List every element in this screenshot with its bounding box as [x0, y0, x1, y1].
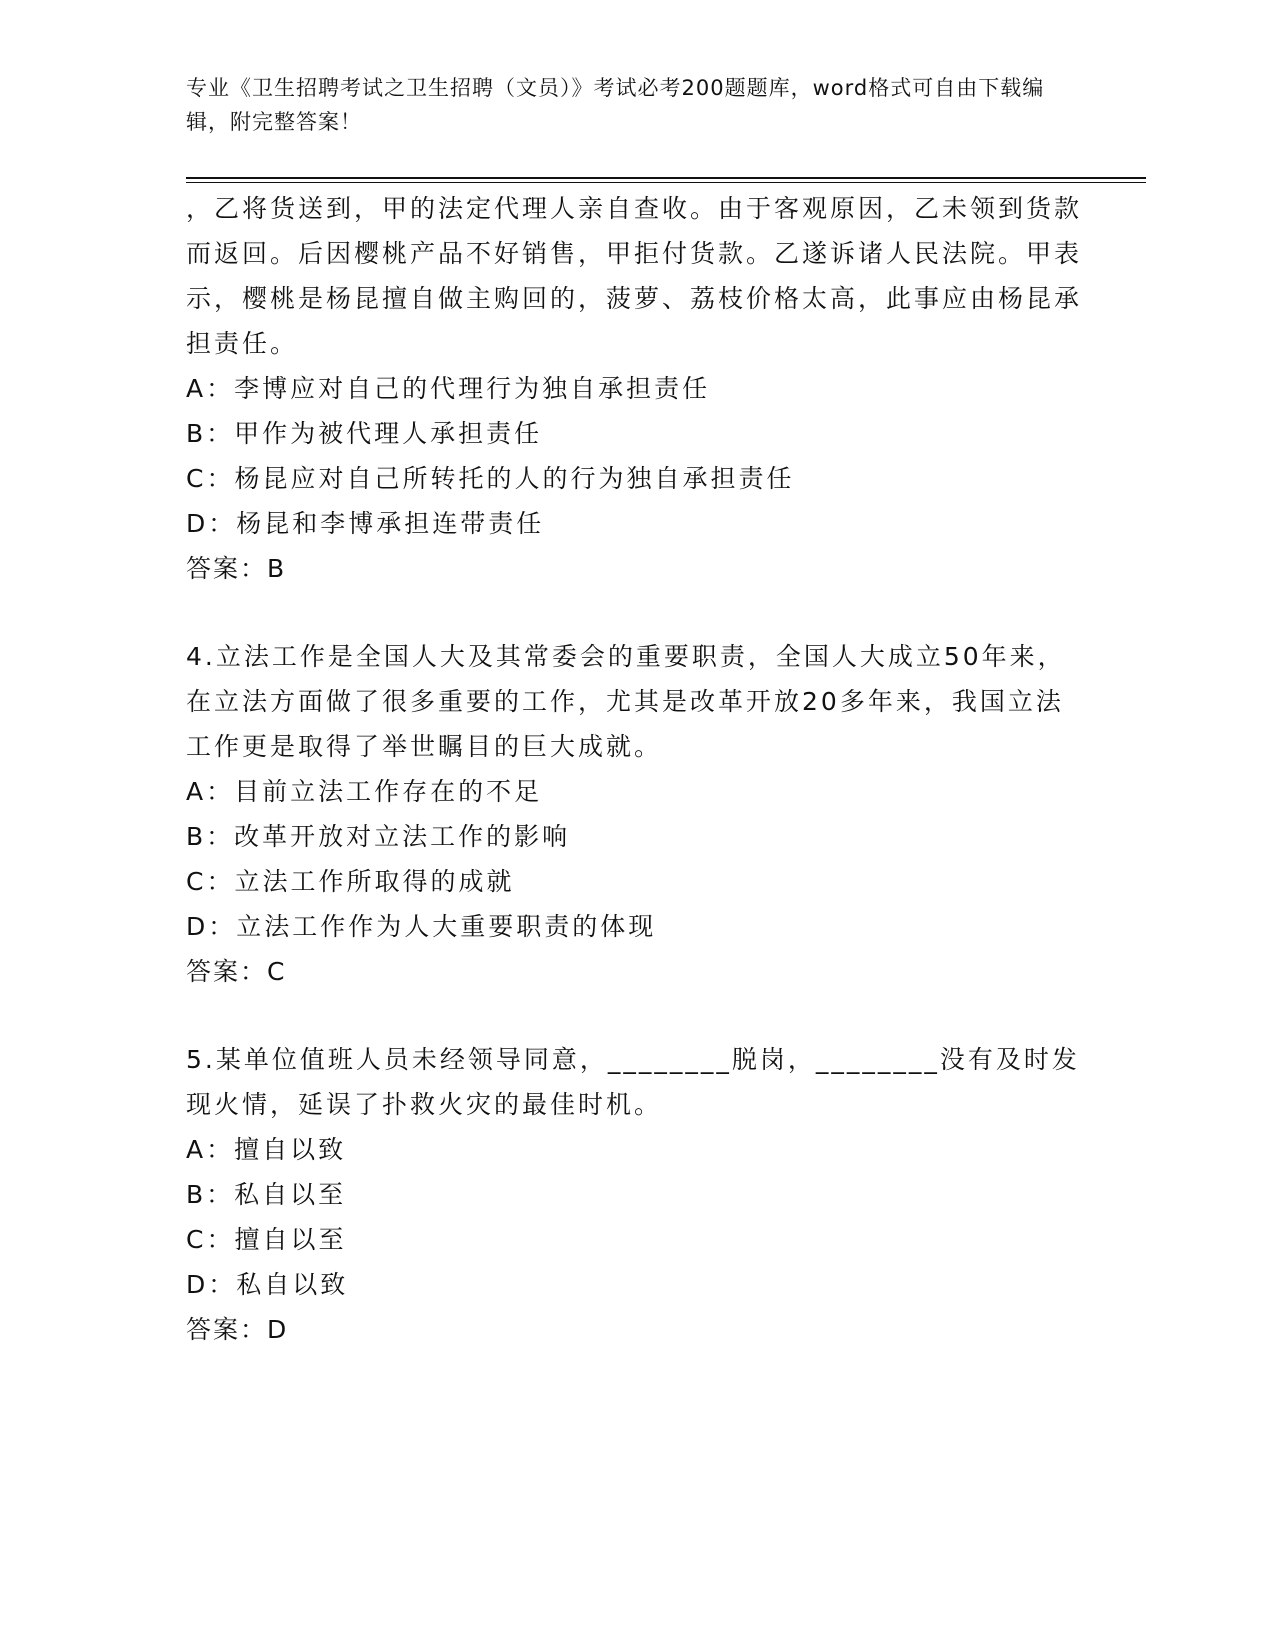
option-c: C：擅自以至	[186, 1225, 347, 1254]
option-a: A：擅自以致	[186, 1135, 347, 1164]
question-list	[186, 186, 1086, 1353]
option-d: D：私自以致	[186, 1270, 349, 1299]
question-3-continued	[186, 186, 1086, 592]
option-d: D：杨昆和李博承担连带责任	[186, 509, 545, 538]
option-c: C：立法工作所取得的成就	[186, 867, 515, 896]
question-stem: ，乙将货送到，甲的法定代理人亲自查收。由于客观原因，乙未领到货款而返回。后因樱桃产品不好销售，甲拒付货款。乙遂诉诸人民法院。甲表示，樱桃是杨昆擅自做主购回的，菠萝、荔枝价格太高，此事应由杨昆承担责任。	[186, 194, 1083, 358]
header-rule-thin	[186, 182, 1146, 183]
option-b: B：改革开放对立法工作的影响	[186, 822, 571, 851]
question-4	[186, 634, 1086, 995]
answer: 答案：C	[186, 957, 287, 986]
question-stem: 4.立法工作是全国人大及其常委会的重要职责，全国人大成立50年来，在立法方面做了很多重要的工作，尤其是改革开放20多年来，我国立法工作更是取得了举世瞩目的巨大成就。	[186, 642, 1066, 761]
option-b: B：私自以至	[186, 1180, 347, 1209]
header-rule	[186, 177, 1146, 179]
question-5	[186, 1037, 1086, 1353]
answer: 答案：D	[186, 1315, 289, 1344]
option-d: D：立法工作作为人大重要职责的体现	[186, 912, 657, 941]
option-b: B：甲作为被代理人承担责任	[186, 419, 543, 448]
option-a: A：李博应对自己的代理行为独自承担责任	[186, 374, 711, 403]
option-c: C：杨昆应对自己所转托的人的行为独自承担责任	[186, 464, 795, 493]
option-a: A：目前立法工作存在的不足	[186, 777, 543, 806]
question-stem: 5.某单位值班人员未经领导同意，________脱岗，________没有及时发现火情，延误了扑救火灾的最佳时机。	[186, 1045, 1080, 1119]
document-header: 专业《卫生招聘考试之卫生招聘（文员）》考试必考200题题库，word格式可自由下载编辑，附完整答案！	[186, 76, 1045, 134]
answer: 答案：B	[186, 554, 287, 583]
